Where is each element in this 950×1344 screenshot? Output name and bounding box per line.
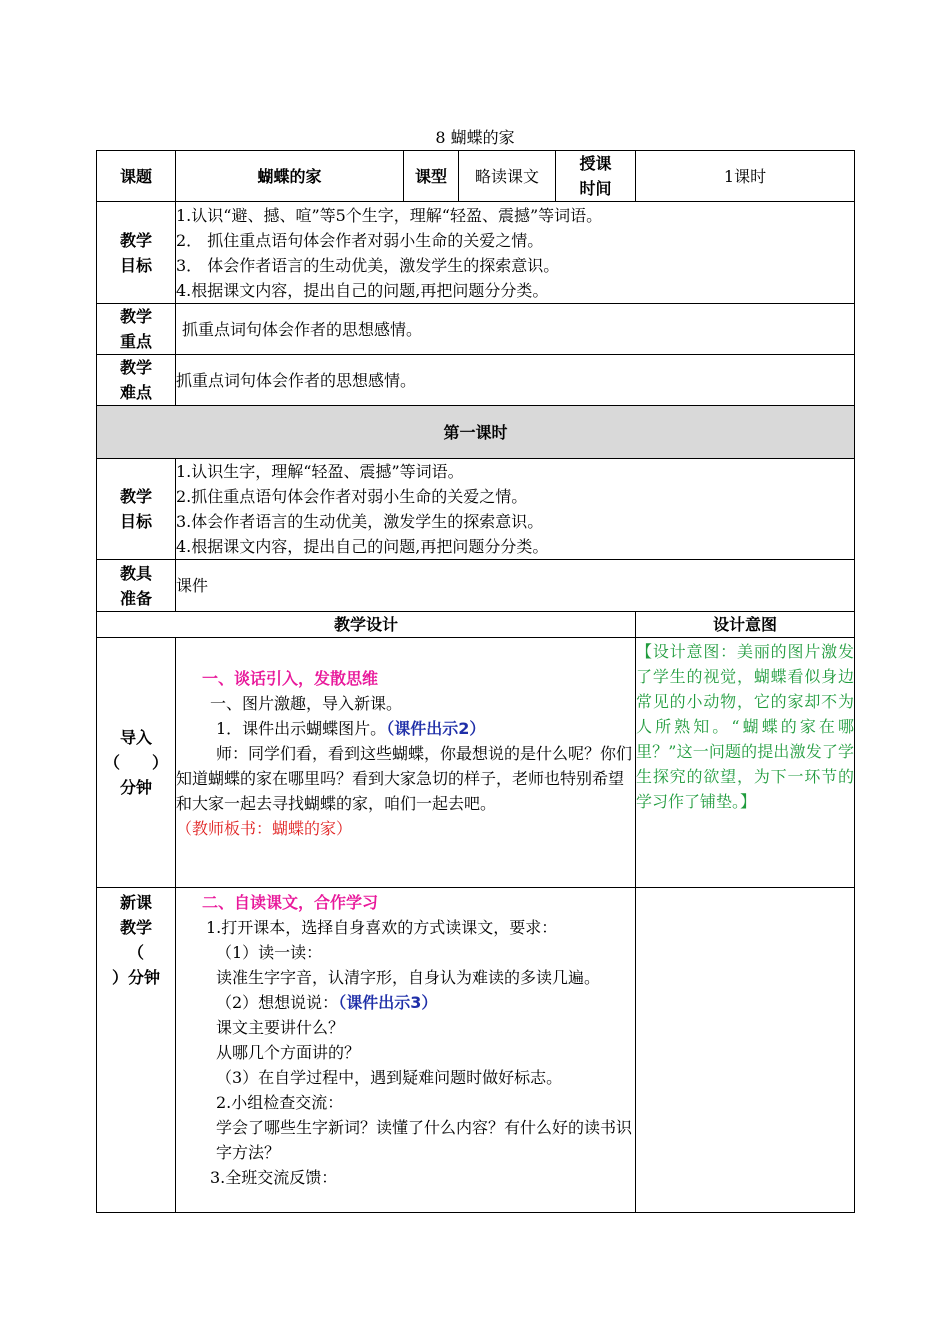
key-label-line-2: 重点	[119, 332, 152, 351]
intro-row	[97, 638, 855, 888]
goals-label-line-2: 目标	[119, 255, 152, 275]
type-value: 略读课文	[459, 151, 556, 202]
lesson1-goals-label-line-1: 教学	[119, 487, 152, 506]
intro-line-2-text: 1．课件出示蝴蝶图片。	[216, 719, 387, 738]
lesson1-goals-label-line-2: 目标	[119, 512, 152, 531]
design-column-header: 教学设计	[97, 612, 636, 638]
goal-item: 3． 体会作者语言的生动优美，激发学生的探索意识。	[176, 255, 560, 275]
newlesson-item-2: 2.小组检查交流：	[216, 1093, 344, 1112]
newlesson-label-line-1: 新课	[119, 893, 152, 912]
key-row	[97, 304, 855, 355]
goals-list	[176, 202, 855, 304]
difficulty-row	[97, 355, 855, 406]
tools-text: 课件	[176, 560, 855, 612]
goal-item: 1.认识“避、撼、喧”等5个生字，理解“轻盈、震撼”等词语。	[176, 205, 603, 225]
newlesson-question-2: 从哪几个方面讲的？	[216, 1043, 361, 1062]
intro-label-line-2: （ ）	[103, 753, 168, 772]
key-label-line-1: 教学	[119, 307, 152, 326]
lesson1-goal-item: 2.抓住重点语句体会作者对弱小生命的关爱之情。	[176, 487, 528, 506]
key-text: 抓重点词句体会作者的思想感情。	[176, 304, 855, 355]
newlesson-intent	[636, 888, 855, 1213]
newlesson-heading: 二、自读课文，合作学习	[202, 893, 379, 912]
tools-row	[97, 560, 855, 612]
intro-intent: 【设计意图：美丽的图片激发了学生的视觉，蝴蝶看似身边常见的小动物，它的家却不为人所熟知。“蝴蝶的家在哪里？”这一问题的提出激发了学生探究的欲望，为下一环节的学习作了铺垫。】	[636, 638, 855, 888]
newlesson-item-2-text: 学会了哪些生字新词？读懂了什么内容？有什么好的读书识字方法？	[216, 1118, 633, 1162]
tools-label-line-1: 教具	[119, 563, 152, 583]
topic-label: 课题	[97, 151, 176, 202]
newlesson-item-1-3: （3）在自学过程中，遇到疑难问题时做好标志。	[216, 1068, 563, 1087]
intro-board-note: （教师板书：蝴蝶的家）	[176, 819, 353, 838]
goals-row	[97, 202, 855, 304]
intro-label-line-3: 分钟	[119, 778, 152, 797]
goal-item: 2． 抓住重点语句体会作者对弱小生命的关爱之情。	[176, 230, 544, 250]
intro-courseware-tag: （课件出示2）	[386, 719, 486, 738]
newlesson-item-3: 3.全班交流反馈：	[210, 1168, 338, 1187]
goals-label-line-1: 教学	[119, 230, 152, 250]
intro-line-2	[176, 716, 635, 741]
lesson1-heading-row	[97, 406, 855, 459]
newlesson-courseware-tag: （课件出示3）	[338, 993, 438, 1012]
intro-heading: 一、谈话引入，发散思维	[202, 669, 379, 688]
newlesson-item-1-1-text: 读准生字字音，认清字形，自身认为难读的多读几遍。	[216, 968, 601, 987]
difficulty-label	[97, 355, 176, 406]
hours-value: 1课时	[636, 151, 855, 202]
hours-label-line-1: 授课	[579, 154, 612, 173]
difficulty-label-line-1: 教学	[119, 358, 152, 377]
lesson1-heading: 第一课时	[97, 406, 855, 459]
lesson1-goals-list	[176, 459, 855, 560]
newlesson-content	[176, 888, 636, 1213]
hours-label	[556, 151, 636, 202]
goal-item: 4.根据课文内容，提出自己的问题,再把问题分分类。	[176, 280, 549, 300]
tools-label	[97, 560, 176, 612]
newlesson-label-line-3: （	[127, 943, 144, 962]
intent-column-header: 设计意图	[636, 612, 855, 638]
newlesson-item-1-2	[176, 990, 635, 1015]
newlesson-item-1-1: （1）读一读：	[216, 943, 323, 962]
lesson1-goal-item: 1.认识生字，理解“轻盈、震撼”等词语。	[176, 462, 464, 481]
topic-value: 蝴蝶的家	[176, 151, 404, 202]
intro-line-1: 一、图片激趣，导入新课。	[210, 694, 403, 713]
key-label	[97, 304, 176, 355]
tools-label-line-2: 准备	[119, 588, 152, 608]
difficulty-text: 抓重点词句体会作者的思想感情。	[176, 355, 855, 406]
newlesson-item-1: 1.打开课本，选择自身喜欢的方式读课文，要求：	[206, 918, 558, 937]
lesson1-goals-row	[97, 459, 855, 560]
intro-label-line-1: 导入	[119, 728, 152, 747]
newlesson-label-line-4: ）分钟	[111, 968, 160, 987]
newlesson-row	[97, 888, 855, 1213]
newlesson-item-1-2-text: （2）想想说说：	[216, 993, 339, 1012]
intro-label	[97, 638, 176, 888]
lesson1-goal-item: 3.体会作者语言的生动优美，激发学生的探索意识。	[176, 512, 544, 531]
newlesson-label	[97, 888, 176, 1213]
lesson1-goals-label	[97, 459, 176, 560]
lesson1-goal-item: 4.根据课文内容，提出自己的问题,再把问题分分类。	[176, 537, 549, 556]
header-row	[97, 151, 855, 202]
intro-paragraph: 师：同学们看，看到这些蝴蝶，你最想说的是什么呢？你们知道蝴蝶的家在哪里吗？看到大家急切的样子，老师也特别希望和大家一起去寻找蝴蝶的家，咱们一起去吧。	[176, 744, 633, 813]
goals-label	[97, 202, 176, 304]
newlesson-question-1: 课文主要讲什么？	[216, 1018, 345, 1037]
lesson-plan-table	[96, 150, 855, 1213]
design-header-row	[97, 612, 855, 638]
intro-content	[176, 638, 636, 888]
difficulty-label-line-2: 难点	[119, 383, 152, 402]
hours-label-line-2: 时间	[579, 179, 612, 198]
document-title: 8 蝴蝶的家	[435, 128, 515, 147]
type-label: 课型	[404, 151, 459, 202]
newlesson-label-line-2: 教学	[119, 918, 152, 937]
